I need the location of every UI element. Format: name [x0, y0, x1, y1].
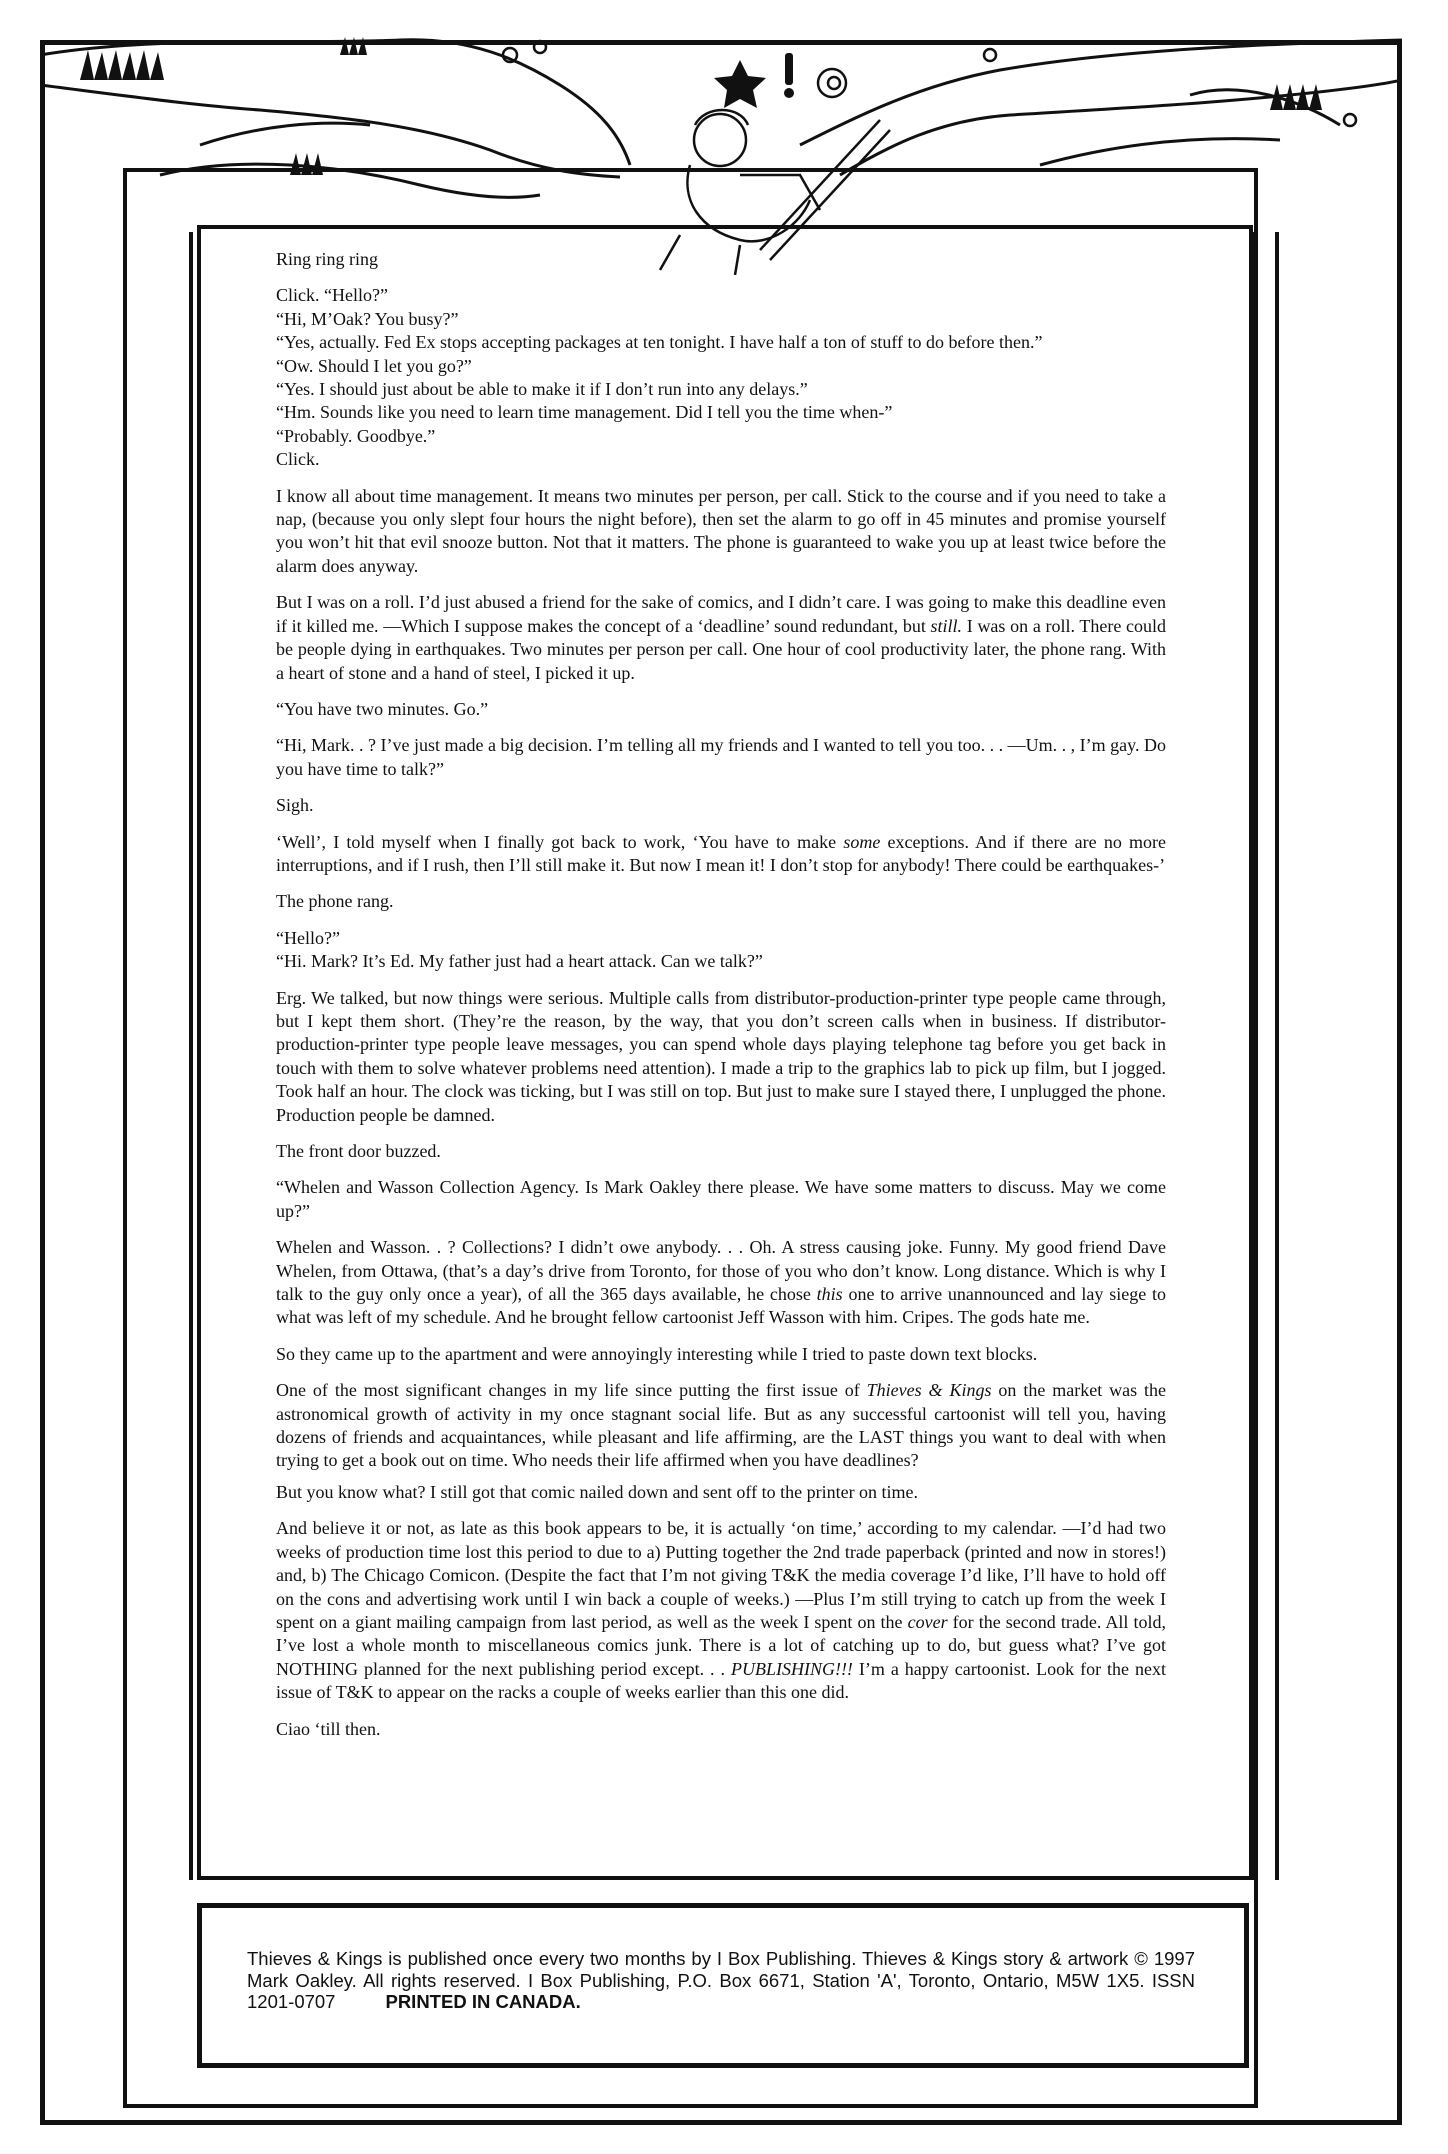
paragraph: “Yes. I should just about be able to make it if I don’t run into any delays.”	[276, 379, 808, 400]
stress-symbols-icon	[714, 53, 794, 108]
left-pillar	[167, 232, 193, 1880]
sign-off: Ciao ‘till then.	[276, 1718, 381, 1739]
paragraph: So they came up to the apartment and were annoyingly interesting while I tried to paste down text blocks.	[276, 1343, 1038, 1364]
paragraph: But I was on a roll. I’d just abused a friend for the sake of comics, and I didn’t care. I was going to make this deadline even if it killed me. —Which I suppose makes the concept of a ‘deadline’ sound redundant, but still. I was on a roll. There could be people dying in earthquakes. Two minutes per person per call. One hour of cool productivity later, the phone rang. With a heart of stone and a hand of steel, I picked it up.	[276, 592, 1167, 683]
paragraph: “Ow. Should I let you go?”	[276, 355, 472, 376]
paragraph: “Hello?”	[276, 927, 340, 948]
paragraph: Click. “Hello?”	[276, 285, 388, 306]
paragraph: “Whelen and Wasson Collection Agency. Is Mark Oakley there please. We have some matters to discuss. May we come up?”	[276, 1177, 1166, 1221]
paragraph: “Yes, actually. Fed Ex stops accepting packages at ten tonight. I have half a ton of stuff to do before then.”	[276, 332, 1043, 353]
paragraph: “You have two minutes. Go.”	[276, 698, 489, 719]
paragraph: “Hm. Sounds like you need to learn time management. Did I tell you the time when-”	[276, 402, 893, 423]
paragraph: “Hi, M’Oak? You busy?”	[276, 308, 459, 329]
paragraph: Whelen and Wasson. . ? Collections? I didn’t owe anybody. . . Oh. A stress causing joke. Funny. My good friend Dave Whelen, from Ottawa, (that’s a day’s drive from Toronto, for those of you who don’t know. Long distance. Which is why I talk to the guy only once a year), of all the 365 days available, he chose this one to arrive unannounced and lay siege to what was left of my schedule. And he brought fellow cartoonist Jeff Wasson with him. Cripes. The gods hate me.	[276, 1237, 1166, 1328]
printed-in-canada: PRINTED IN CANADA.	[385, 1991, 581, 2012]
paragraph: I know all about time management. It means two minutes per person, per call. Stick to the course and if you need to take a nap, (because you only slept four hours the night before), then set the alarm to go off in 45 minutes and promise yourself you won’t hit that evil snooze button. Not that it matters. The phone is guaranteed to wake you up at least twice before the alarm does anyway.	[276, 485, 1166, 576]
paragraph: “Hi, Mark. . ? I’ve just made a big decision. I’m telling all my friends and I wanted to tell you too. . . —Um. . , I’m gay. Do you have time to talk?”	[276, 735, 1166, 779]
paragraph: But you know what? I still got that comic nailed down and sent off to the printer on time.	[276, 1481, 919, 1502]
paragraph: The front door buzzed.	[276, 1141, 441, 1161]
editorial-letter	[276, 248, 1166, 1754]
paragraph: Click.	[276, 449, 320, 470]
paragraph: “Hi. Mark? It’s Ed. My father just had a heart attack. Can we talk?”	[276, 951, 763, 972]
paragraph: One of the most significant changes in my life since putting the first issue of Thieves & Kings on the market was the astronomical growth of activity in my once stagnant social life. But as any successful cartoonist will tell you, having dozens of friends and acquaintances, while pleasant and life affirming, are the LAST things you want to deal with when trying to get a book out on time. Who needs their life affirmed when you have deadlines?	[276, 1380, 1167, 1471]
paragraph: And believe it or not, as late as this book appears to be, it is actually ‘on time,’ according to my calendar. —I’d had two weeks of production time lost this period to due to a) Putting together the 2nd trade paperback (printed and now in stores!) and, b) The Chicago Comicon. (Despite the fact that I’m not giving T&K the media coverage I’d like, I’ll have to hold off on the cons and advertising work until I win back a couple of weeks.) —Plus I’m still trying to catch up from the week I spent on a giant mailing campaign from last period, as well as the week I spent on the cover for the second trade. All told, I’ve lost a whole month to miscellaneous comics junk. There is a lot of catching up to do, but guess what? I’ve got NOTHING planned for the next publishing period except. . . PUBLISHING!!! I’m a happy cartoonist. Look for the next issue of T&K to appear on the racks a couple of weeks earlier than this one did.	[276, 1518, 1166, 1703]
right-pillar	[1253, 232, 1279, 1880]
colophon-text: Thieves & Kings is published once every two months by I Box Publishing. Thieves & Kings story & artwork © 1997 Mark Oakley. All rights reserved. I Box Publishing, P.O. Box 6671, Station 'A', Toronto, Ontario, M5W 1X5. ISSN 1201-0707 PRINTED IN CANADA.	[247, 1948, 1195, 2012]
header-illustration	[40, 25, 1402, 275]
paragraph: ‘Well’, I told myself when I finally got back to work, ‘You have to make some exceptions. And if there are no more interruptions, and if I rush, then I’ll still make it. But now I mean it! I don’t stop for anybody! There could be earthquakes-’	[276, 831, 1167, 875]
paragraph: “Probably. Goodbye.”	[276, 425, 436, 446]
paragraph: Ring ring ring	[276, 249, 378, 269]
paragraph: Sigh.	[276, 795, 314, 816]
paragraph: Erg. We talked, but now things were serious. Multiple calls from distributor-production-printer type people came through, but I kept them short. (They’re the reason, by the way, that you don’t screen calls when in business. If distributor-production-printer type people leave messages, you can spend whole days playing telephone tag before you get back in touch with them to solve whatever problems need attention). I made a trip to the graphics lab to pick up film, but I jogged. Took half an hour. The clock was ticking, but I was still on top. But just to make sure I stayed there, I unplugged the phone. Production people be damned.	[276, 987, 1166, 1125]
tree-branches-icon	[40, 40, 1402, 198]
paragraph: The phone rang.	[276, 891, 394, 912]
